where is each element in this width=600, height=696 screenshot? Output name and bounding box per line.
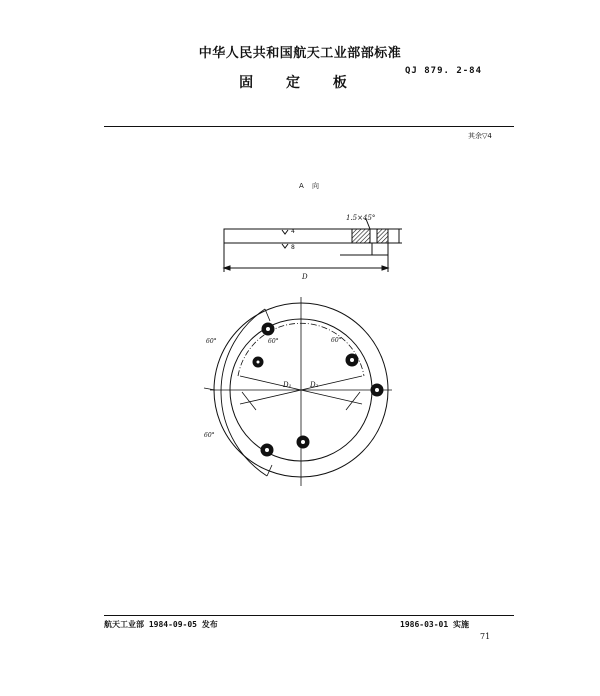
dim-d2-label: D₂ <box>310 381 319 389</box>
view-label: A 向 <box>299 182 323 190</box>
document-title: 固 定 板 <box>239 75 361 91</box>
surface-mark-bottom <box>282 244 288 248</box>
effective-date: 1986-03-01 实施 <box>400 620 469 629</box>
svg-text:4: 4 <box>291 228 295 235</box>
angle-label-2: 60° <box>268 338 279 345</box>
dim-d1-label: D₁ <box>283 381 292 389</box>
chamfer-label: 1.5×45° <box>346 214 376 222</box>
angle-label-1: 60° <box>206 338 217 345</box>
surface-mark-top <box>282 230 288 234</box>
side-view <box>224 219 402 272</box>
top-view <box>204 297 392 486</box>
footer-rule <box>104 615 514 616</box>
svg-text:8: 8 <box>291 244 295 251</box>
dim-d-label: D <box>302 273 308 281</box>
section-hatch-right <box>377 229 388 243</box>
document-number: QJ 879. 2-84 <box>405 66 483 76</box>
page-number: 71 <box>480 632 491 641</box>
roughness-note: 其余▽4 <box>468 132 492 140</box>
issue-date: 航天工业部 1984-09-05 发布 <box>104 620 218 629</box>
angle-label-3: 60° <box>331 337 342 344</box>
section-hatch-left <box>352 229 370 243</box>
issuing-organization: 中华人民共和国航天工业部部标准 <box>198 46 402 61</box>
angle-label-4: 60° <box>204 432 215 439</box>
